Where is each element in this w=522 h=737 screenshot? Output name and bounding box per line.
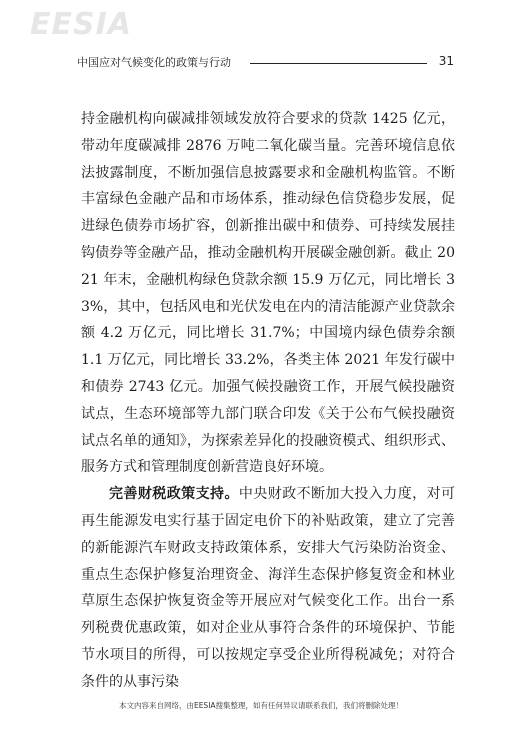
paragraph-text: 持金融机构向碳减排领域发放符合要求的贷款 1425 亿元，带动年度碳减排 2876 万吨二氧化碳当量。完善环境信息依法披露制度，不断加强信息披露要求和金融机构监管。不断丰富绿色金融产品和市场体系，推动绿色信贷稳步发展，促进绿色债券市场扩容，创新推出碳中和债券、可持续发展挂钩债券等金融产品，推动金融机构开展碳金融创新。截止 2021 年末，金融机构绿色贷款余额 15.9 万亿元，同比增长 33%，其中，包括风电和光伏发电在内的清洁能源产业贷款余额 4.2 万亿元，同比增长 31.7%；中国境内绿色债券余额 1.1 万亿元，同比增长 33.2%，各类主体 2021 年发行碳中和债券 2743 亿元。加强气候投融资工作，开展气候投融资试点，生态环境部等九部门联合印发《关于公布气候投融资试点名单的通知》，为探索差异化的投融资模式、组织形式、服务方式和管理制度创新营造良好环境。 <box>81 111 455 476</box>
header-rule <box>250 63 427 64</box>
eesia-watermark-logo: EESIA <box>30 7 132 42</box>
paragraph-text: 中央财政不断加大投入力度，对可再生能源发电实行基于固定电价下的补贴政策，建立了完善的新能源汽车财政支持政策体系，安排大气污染防治资金、重点生态保护修复治理资金、海洋生态保护修复资金和林业草原生态保护恢复资金等开展应对气候变化工作。出台一系列税费优惠政策，如对企业从事符合条件的环境保护、节能节水项目的所得，可以按规定享受企业所得税减免；对符合条件的从事污染 <box>81 486 456 690</box>
paragraph-lead-heading: 完善财税政策支持。 <box>109 486 239 503</box>
page-number: 31 <box>438 54 454 68</box>
paragraph-fiscal-tax-policy <box>81 481 455 695</box>
running-title: 中国应对气候变化的政策与行动 <box>77 56 231 69</box>
body-text <box>81 106 455 696</box>
page-header <box>77 50 454 70</box>
footer-disclaimer: 本文内容来自网络，由EESIA搜集整理，如有任何异议请联系我们，我们将删除处理！ <box>118 701 404 710</box>
paragraph-green-finance <box>81 106 455 481</box>
